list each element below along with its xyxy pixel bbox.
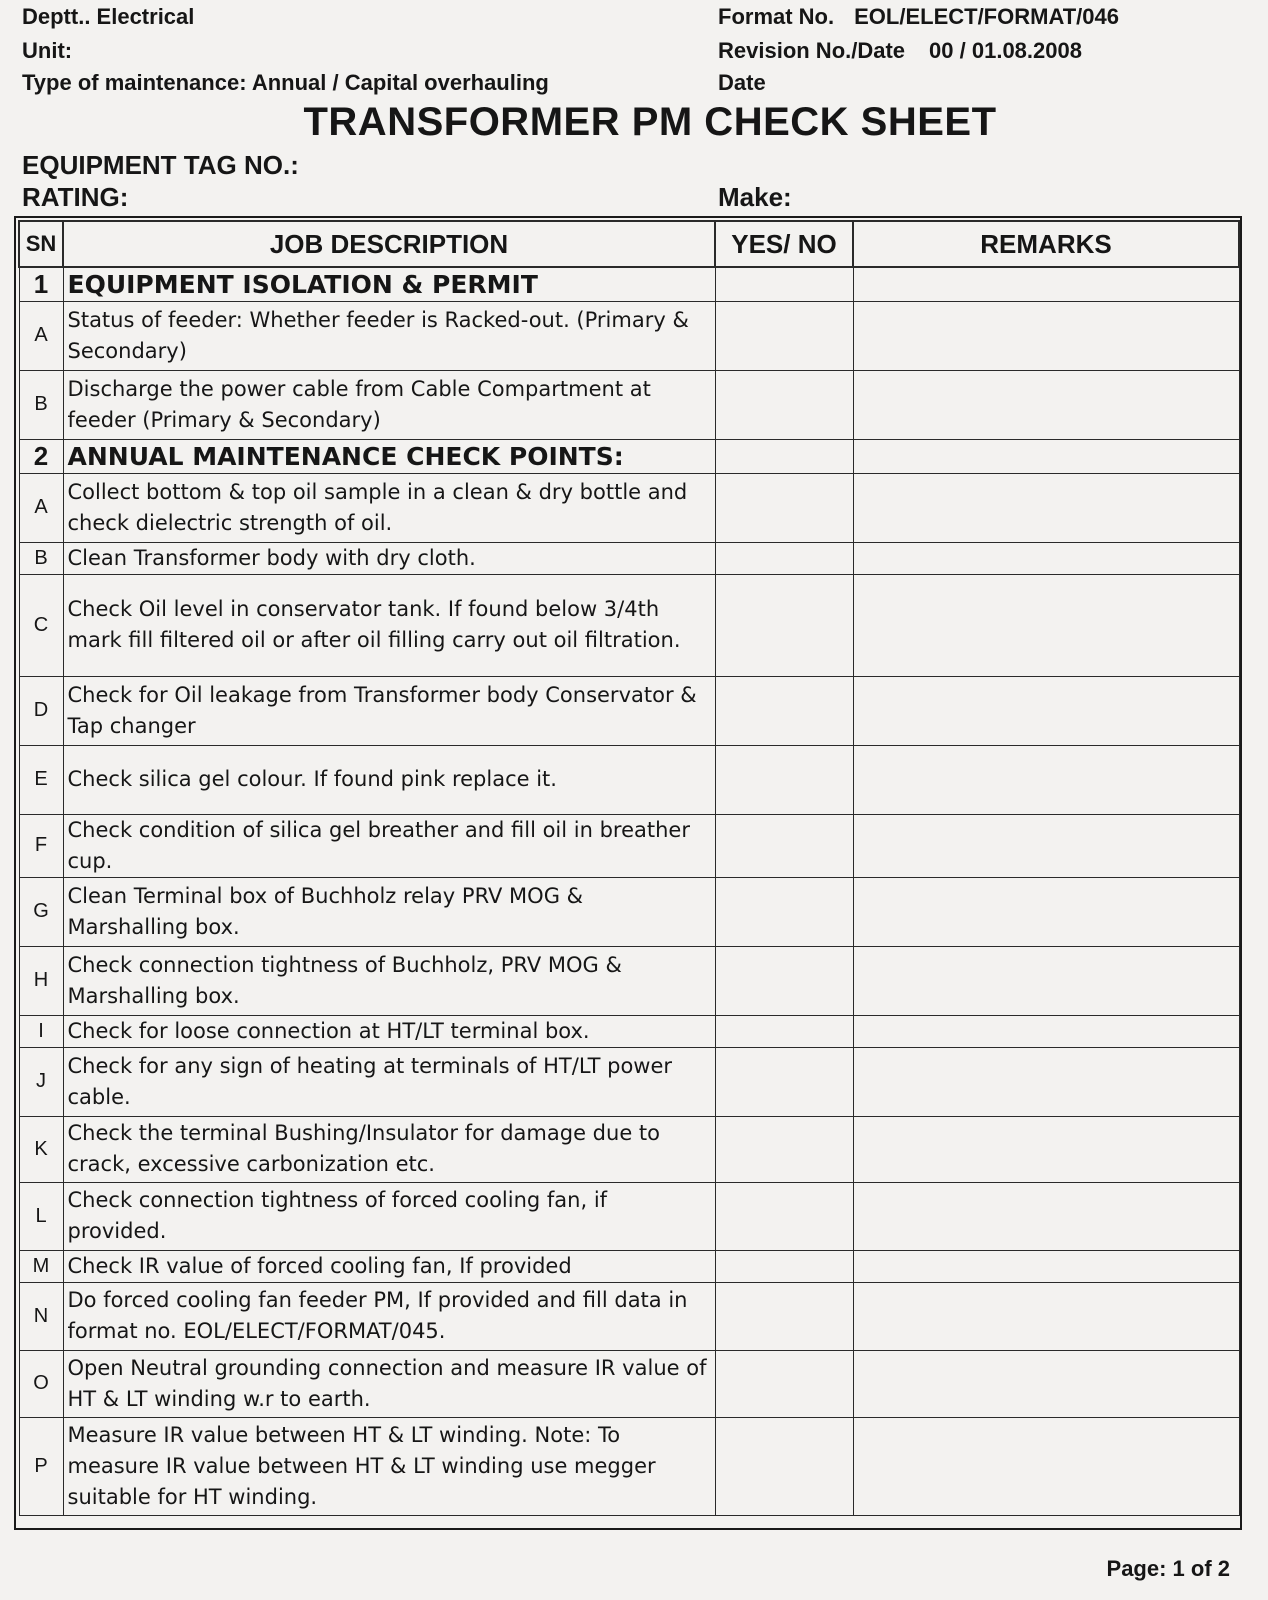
unit-label: Unit: bbox=[22, 38, 73, 63]
yes-no-cell[interactable] bbox=[715, 877, 853, 946]
item-sn: H bbox=[19, 946, 63, 1015]
item-description: Check silica gel colour. If found pink replace it. bbox=[63, 745, 715, 814]
yes-no-cell[interactable] bbox=[715, 1182, 853, 1250]
revision-number bbox=[718, 38, 1082, 64]
item-sn: B bbox=[19, 542, 63, 574]
item-description: Discharge the power cable from Cable Compartment at feeder (Primary & Secondary) bbox=[63, 370, 715, 439]
column-header-job-description: JOB DESCRIPTION bbox=[63, 221, 715, 267]
yes-no-cell[interactable] bbox=[715, 370, 853, 439]
remarks-cell[interactable] bbox=[853, 814, 1239, 877]
column-header-sn: SN bbox=[19, 221, 63, 267]
item-sn: A bbox=[19, 301, 63, 370]
format-value: EOL/ELECT/FORMAT/046 bbox=[854, 4, 1119, 29]
remarks-cell[interactable] bbox=[853, 1015, 1239, 1047]
item-description: Check Oil level in conservator tank. If found below 3/4th mark fill filtered oil or after oil filling carry out oil filtration. bbox=[63, 574, 715, 676]
item-description: Check connection tightness of Buchholz, PRV MOG & Marshalling box. bbox=[63, 946, 715, 1015]
table-row bbox=[19, 370, 1239, 439]
table-row bbox=[19, 877, 1239, 946]
yes-no-cell[interactable] bbox=[715, 439, 853, 473]
yes-no-cell[interactable] bbox=[715, 814, 853, 877]
table-row bbox=[19, 1015, 1239, 1047]
remarks-cell[interactable] bbox=[853, 745, 1239, 814]
item-sn: D bbox=[19, 676, 63, 745]
item-sn: C bbox=[19, 574, 63, 676]
page-number: Page: 1 of 2 bbox=[1106, 1556, 1230, 1581]
table-row bbox=[19, 745, 1239, 814]
table-row bbox=[19, 1282, 1239, 1350]
yes-no-cell[interactable] bbox=[715, 745, 853, 814]
item-description: Check the terminal Bushing/Insulator for damage due to crack, excessive carbonization etc. bbox=[63, 1116, 715, 1182]
item-sn: A bbox=[19, 473, 63, 542]
section-row bbox=[19, 267, 1239, 301]
remarks-cell[interactable] bbox=[853, 1282, 1239, 1350]
item-sn: G bbox=[19, 877, 63, 946]
yes-no-cell[interactable] bbox=[715, 1250, 853, 1282]
item-description: Check IR value of forced cooling fan, If provided bbox=[63, 1250, 715, 1282]
table-row bbox=[19, 1182, 1239, 1250]
remarks-cell[interactable] bbox=[853, 574, 1239, 676]
table-row bbox=[19, 473, 1239, 542]
maintenance-type-label: Type of maintenance: Annual / Capital overhauling bbox=[22, 70, 549, 95]
item-sn: N bbox=[19, 1282, 63, 1350]
table-row bbox=[19, 1417, 1239, 1515]
section-title: EQUIPMENT ISOLATION & PERMIT bbox=[63, 267, 715, 301]
table-row bbox=[19, 1116, 1239, 1182]
remarks-cell[interactable] bbox=[853, 439, 1239, 473]
remarks-cell[interactable] bbox=[853, 1250, 1239, 1282]
item-description: Check connection tightness of forced cooling fan, if provided. bbox=[63, 1182, 715, 1250]
table-row bbox=[19, 1250, 1239, 1282]
item-description: Collect bottom & top oil sample in a clean & dry bottle and check dielectric strength of oil. bbox=[63, 473, 715, 542]
table-row bbox=[19, 1350, 1239, 1417]
item-description: Clean Transformer body with dry cloth. bbox=[63, 542, 715, 574]
section-row bbox=[19, 439, 1239, 473]
item-sn: L bbox=[19, 1182, 63, 1250]
table-row bbox=[19, 814, 1239, 877]
table-row bbox=[19, 676, 1239, 745]
yes-no-cell[interactable] bbox=[715, 301, 853, 370]
item-description: Clean Terminal box of Buchholz relay PRV MOG & Marshalling box. bbox=[63, 877, 715, 946]
item-description: Measure IR value between HT & LT winding. Note: To measure IR value between HT & LT winding use megger suitable for HT winding. bbox=[63, 1417, 715, 1515]
format-label: Format No. bbox=[718, 4, 835, 29]
yes-no-cell[interactable] bbox=[715, 1350, 853, 1417]
remarks-cell[interactable] bbox=[853, 473, 1239, 542]
remarks-cell[interactable] bbox=[853, 676, 1239, 745]
table-header-row bbox=[19, 221, 1239, 267]
table-row bbox=[19, 1047, 1239, 1116]
yes-no-cell[interactable] bbox=[715, 676, 853, 745]
yes-no-cell[interactable] bbox=[715, 946, 853, 1015]
item-description: Check condition of silica gel breather and fill oil in breather cup. bbox=[63, 814, 715, 877]
yes-no-cell[interactable] bbox=[715, 1047, 853, 1116]
item-description: Open Neutral grounding connection and measure IR value of HT & LT winding w.r to earth. bbox=[63, 1350, 715, 1417]
remarks-cell[interactable] bbox=[853, 370, 1239, 439]
page-title: TRANSFORMER PM CHECK SHEET bbox=[303, 100, 997, 144]
remarks-cell[interactable] bbox=[853, 267, 1239, 301]
item-description: Do forced cooling fan feeder PM, If provided and fill data in format no. EOL/ELECT/FORMAT/045. bbox=[63, 1282, 715, 1350]
section-title: ANNUAL MAINTENANCE CHECK POINTS: bbox=[63, 439, 715, 473]
yes-no-cell[interactable] bbox=[715, 1282, 853, 1350]
yes-no-cell[interactable] bbox=[715, 267, 853, 301]
item-sn: F bbox=[19, 814, 63, 877]
yes-no-cell[interactable] bbox=[715, 574, 853, 676]
table-row bbox=[19, 946, 1239, 1015]
table-row bbox=[19, 301, 1239, 370]
revision-value: 00 / 01.08.2008 bbox=[929, 38, 1082, 63]
item-description: Check for any sign of heating at terminals of HT/LT power cable. bbox=[63, 1047, 715, 1116]
check-sheet-table bbox=[18, 220, 1240, 1516]
remarks-cell[interactable] bbox=[853, 1047, 1239, 1116]
table-row bbox=[19, 542, 1239, 574]
yes-no-cell[interactable] bbox=[715, 542, 853, 574]
remarks-cell[interactable] bbox=[853, 301, 1239, 370]
item-sn: K bbox=[19, 1116, 63, 1182]
section-number: 1 bbox=[19, 267, 63, 301]
make-label: Make: bbox=[718, 182, 792, 212]
revision-label: Revision No./Date bbox=[718, 38, 906, 63]
column-header-remarks: REMARKS bbox=[853, 221, 1239, 267]
item-description: Status of feeder: Whether feeder is Racked-out. (Primary & Secondary) bbox=[63, 301, 715, 370]
item-sn: I bbox=[19, 1015, 63, 1047]
item-sn: P bbox=[19, 1417, 63, 1515]
remarks-cell[interactable] bbox=[853, 542, 1239, 574]
yes-no-cell[interactable] bbox=[715, 1015, 853, 1047]
date-label: Date bbox=[718, 70, 766, 95]
column-header-yes-no: YES/ NO bbox=[715, 221, 853, 267]
remarks-cell[interactable] bbox=[853, 946, 1239, 1015]
item-description: Check for Oil leakage from Transformer body Conservator & Tap changer bbox=[63, 676, 715, 745]
yes-no-cell[interactable] bbox=[715, 473, 853, 542]
section-number: 2 bbox=[19, 439, 63, 473]
item-sn: E bbox=[19, 745, 63, 814]
remarks-cell[interactable] bbox=[853, 1116, 1239, 1182]
yes-no-cell[interactable] bbox=[715, 1116, 853, 1182]
yes-no-cell[interactable] bbox=[715, 1417, 853, 1515]
rating-label: RATING: bbox=[22, 182, 129, 212]
table-row bbox=[19, 574, 1239, 676]
item-description: Check for loose connection at HT/LT terminal box. bbox=[63, 1015, 715, 1047]
format-number bbox=[718, 4, 1119, 30]
remarks-cell[interactable] bbox=[853, 1182, 1239, 1250]
equipment-tag-label: EQUIPMENT TAG NO.: bbox=[22, 150, 299, 180]
item-sn: J bbox=[19, 1047, 63, 1116]
item-sn: B bbox=[19, 370, 63, 439]
remarks-cell[interactable] bbox=[853, 1350, 1239, 1417]
item-sn: O bbox=[19, 1350, 63, 1417]
department-label: Deptt.. Electrical bbox=[22, 4, 195, 29]
item-sn: M bbox=[19, 1250, 63, 1282]
remarks-cell[interactable] bbox=[853, 1417, 1239, 1515]
remarks-cell[interactable] bbox=[853, 877, 1239, 946]
